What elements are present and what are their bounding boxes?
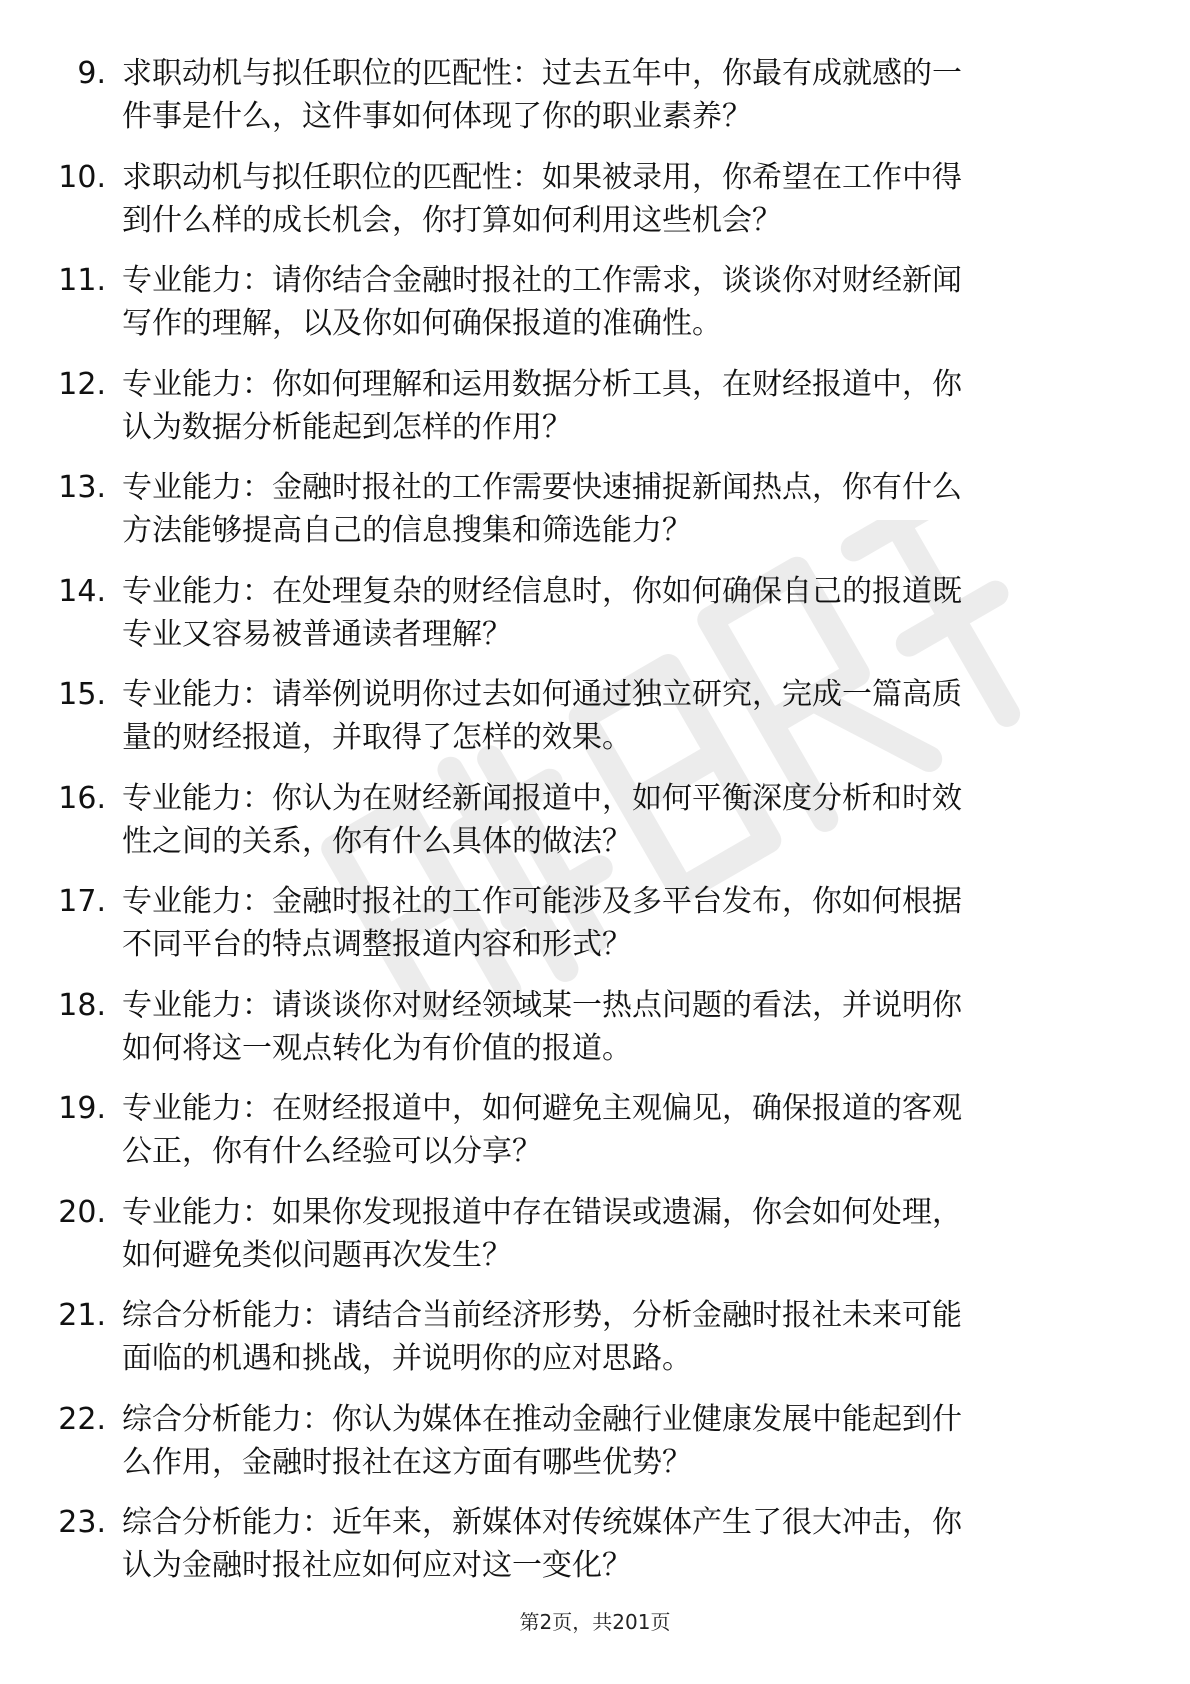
question-number: 23. (58, 1505, 106, 1540)
question-line: 件事是什么，这件事如何体现了你的职业素养？ (122, 99, 752, 134)
question-line: 求职动机与拟任职位的匹配性：如果被录用，你希望在工作中得 (122, 159, 962, 195)
question-line: 量的财经报道，并取得了怎样的效果。 (122, 720, 632, 755)
question-line: 专业能力：你认为在财经新闻报道中，如何平衡深度分析和时效 (122, 780, 962, 816)
question-text (122, 1087, 1172, 1173)
question-line: 公正，你有什么经验可以分享？ (122, 1134, 542, 1169)
list-item (56, 52, 1101, 156)
question-text (122, 1398, 1172, 1484)
question-text (122, 1191, 1172, 1277)
question-text (122, 1294, 1172, 1380)
question-line: 专业能力：在处理复杂的财经信息时，你如何确保自己的报道既 (122, 573, 962, 609)
question-number: 12. (58, 366, 106, 402)
question-line: 认为金融时报社应如何应对这一变化？ (122, 1548, 632, 1583)
question-line: 专业能力：请谈谈你对财经领域某一热点问题的看法，并说明你 (122, 987, 962, 1023)
question-number: 16. (58, 780, 106, 816)
question-line: 如何将这一观点转化为有价值的报道。 (122, 1030, 632, 1066)
question-text (122, 880, 1172, 966)
question-line: 专业能力：请举例说明你过去如何通过独立研究，完成一篇高质 (122, 677, 962, 712)
page-footer (0, 1608, 1190, 1636)
question-line: 方法能够提高自己的信息搜集和筛选能力？ (122, 513, 692, 548)
list-item (56, 1501, 1101, 1605)
question-number: 21. (58, 1298, 106, 1333)
question-line: 求职动机与拟任职位的匹配性：过去五年中，你最有成就感的一 (122, 56, 962, 91)
question-text (122, 466, 1172, 552)
question-list (56, 52, 1101, 1605)
list-item (56, 1191, 1101, 1295)
page-number-label: 第2页，共201页 (519, 1610, 671, 1634)
question-line: 面临的机遇和挑战，并说明你的应对思路。 (122, 1341, 692, 1376)
question-line: 综合分析能力：请结合当前经济形势，分析金融时报社未来可能 (122, 1298, 962, 1333)
list-item (56, 1294, 1101, 1398)
question-line: 如何避免类似问题再次发生？ (122, 1237, 512, 1273)
question-line: 专业能力：金融时报社的工作需要快速捕捉新闻热点，你有什么 (122, 470, 962, 505)
list-item (56, 777, 1101, 881)
question-text (122, 259, 1172, 345)
question-line: 专业能力：在财经报道中，如何避免主观偏见，确保报道的客观 (122, 1091, 962, 1126)
question-number: 20. (58, 1194, 106, 1230)
question-number: 22. (58, 1401, 106, 1437)
list-item (56, 259, 1101, 363)
list-item (56, 1087, 1101, 1191)
question-text (122, 52, 1172, 138)
question-line: 综合分析能力：近年来，新媒体对传统媒体产生了很大冲击，你 (122, 1505, 962, 1540)
question-text (122, 570, 1172, 656)
question-number: 10. (58, 159, 106, 195)
question-text (122, 673, 1172, 759)
list-item (56, 984, 1101, 1088)
question-number: 18. (58, 987, 106, 1023)
question-line: 专业又容易被普通读者理解？ (122, 616, 512, 652)
question-line: 不同平台的特点调整报道内容和形式？ (122, 927, 632, 962)
question-line: 专业能力：请你结合金融时报社的工作需求，谈谈你对财经新闻 (122, 263, 962, 298)
list-item (56, 156, 1101, 260)
question-number: 13. (58, 470, 106, 505)
list-item (56, 673, 1101, 777)
list-item (56, 1398, 1101, 1502)
question-line: 专业能力：你如何理解和运用数据分析工具，在财经报道中，你 (122, 366, 962, 402)
question-line: 综合分析能力：你认为媒体在推动金融行业健康发展中能起到什 (122, 1401, 962, 1437)
question-text (122, 777, 1172, 863)
list-item (56, 880, 1101, 984)
question-line: 到什么样的成长机会，你打算如何利用这些机会？ (122, 202, 782, 238)
question-line: 认为数据分析能起到怎样的作用？ (122, 409, 572, 445)
question-text (122, 984, 1172, 1070)
question-line: 么作用，金融时报社在这方面有哪些优势？ (122, 1444, 692, 1480)
question-text (122, 156, 1172, 242)
question-number: 9. (77, 56, 106, 91)
question-number: 19. (58, 1091, 106, 1126)
question-line: 专业能力：金融时报社的工作可能涉及多平台发布，你如何根据 (122, 884, 962, 919)
question-text (122, 1501, 1172, 1587)
question-text (122, 363, 1172, 449)
list-item (56, 570, 1101, 674)
question-line: 专业能力：如果你发现报道中存在错误或遗漏，你会如何处理， (122, 1194, 962, 1230)
question-number: 15. (58, 677, 106, 712)
list-item (56, 466, 1101, 570)
question-number: 17. (58, 884, 106, 919)
question-number: 14. (58, 573, 106, 609)
question-number: 11. (58, 263, 106, 298)
question-line: 写作的理解，以及你如何确保报道的准确性。 (122, 306, 722, 341)
list-item (56, 363, 1101, 467)
question-line: 性之间的关系，你有什么具体的做法？ (122, 823, 632, 859)
